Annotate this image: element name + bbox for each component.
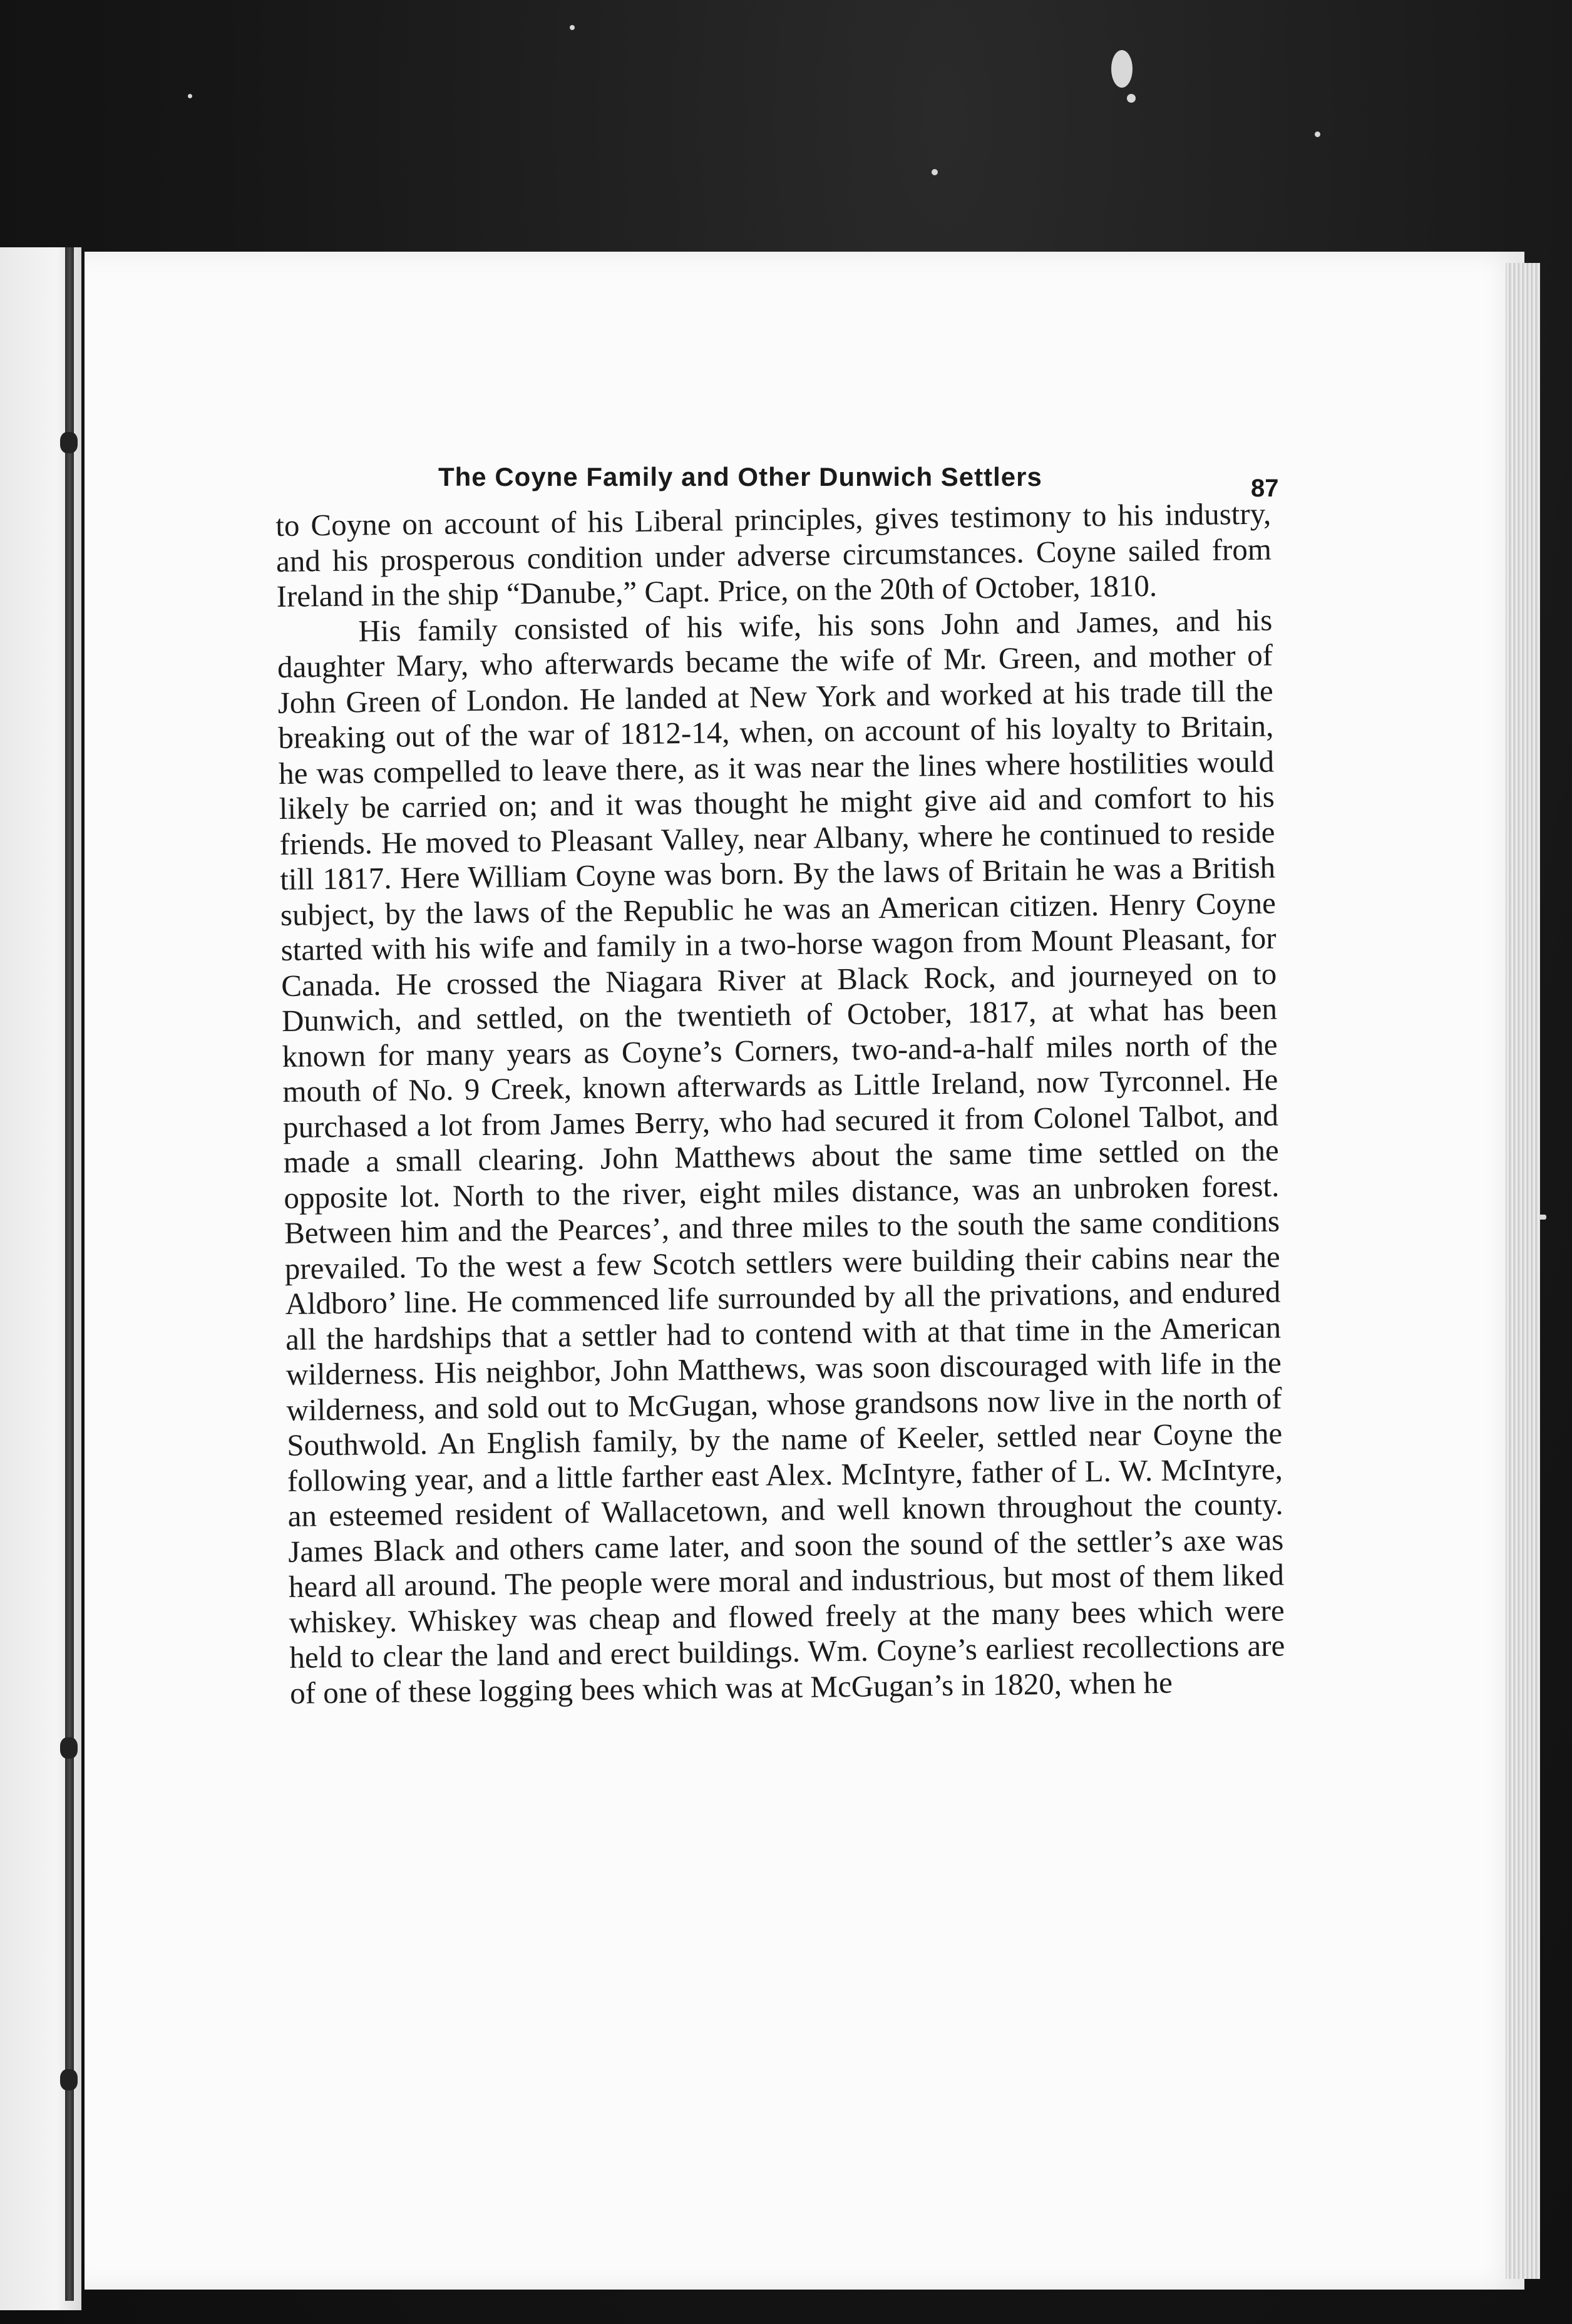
body-text [275,496,1285,1711]
dust-speck [570,25,575,30]
dust-speck [1111,50,1133,88]
page-stack-edge [1506,263,1540,2279]
dust-speck [1315,131,1320,137]
book-spine [65,247,74,2301]
binding-stitch [60,432,78,453]
binding-stitch [60,2069,78,2090]
paragraph: His family consisted of his wife, his sons John and James, and his daughter Mary, who afterwards became the wife of Mr. Green, and mother of John Green of London. He landed at New York and worked at his trade till the breaking out of the war of 1812-14, when, on account of his loyalty to Britain, he was compelled to leave there, as it was near the lines where hostilities would likely be carried on; and it was thought he might give aid and comfort to his friends. He moved to Pleasant Valley, near Albany, where he continued to reside till 1817. Here William Coyne was born. By the laws of Britain he was a British subject, by the laws of the Republic he was an American citizen. Henry Coyne started with his wife and family in a two-horse wagon from Mount Pleasant, for Canada. He crossed the Niagara River at Black Rock, and journeyed on to Dunwich, and settled, on the twentieth of October, 1817, at what has been known for many years as Coyne’s Corners, two-and-a-half miles north of the mouth of No. 9 Creek, known afterwards as Little Ireland, now Tyrconnel. He purchased a lot from James Berry, who had secured it from Colonel Talbot, and made a small clearing. John Matthews about the same time settled on the opposite lot. North to the river, eight miles distance, was an unbroken forest. Between him and the Pearces’, and three miles to the south the same conditions prevailed. To the west a few Scotch settlers were building their cabins near the Aldboro’ line. He commenced life surrounded by all the privations, and endured all the hardships that a settler had to contend with at that time in the American wilderness. His neighbor, John Matthews, was soon discouraged with life in the wilderness, and sold out to McGugan, whose grandsons now live in the north of Southwold. An English family, by the name of Keeler, settled near Coyne the following year, and a little farther east Alex. McIntyre, father of L. W. McIntyre, an esteemed resident of Wallacetown, and well known throughout the county. James Black and others came later, and soon the sound of the settler’s axe was heard all around. The people were moral and industrious, but most of them liked whiskey. Whiskey was cheap and flowed freely at the many bees which were held to clear the land and erect buildings. Wm. Coyne’s earliest recollections are of one of these logging bees which was at McGugan’s in 1820, when he [277,602,1285,1710]
paragraph: to Coyne on account of his Liberal principles, gives testimony to his industry, and his prosperous condition under adverse circumstances. Coyne sailed from Ireland in the ship “Danube,” Capt. Price, on the 20th of October, 1810. [275,496,1272,614]
page-number: 87 [1251,475,1279,502]
binding-stitch [60,1737,78,1759]
dust-speck [932,169,938,175]
running-head: The Coyne Family and Other Dunwich Settlers [438,462,1042,491]
dust-speck [188,94,192,98]
dust-speck [1127,94,1136,103]
